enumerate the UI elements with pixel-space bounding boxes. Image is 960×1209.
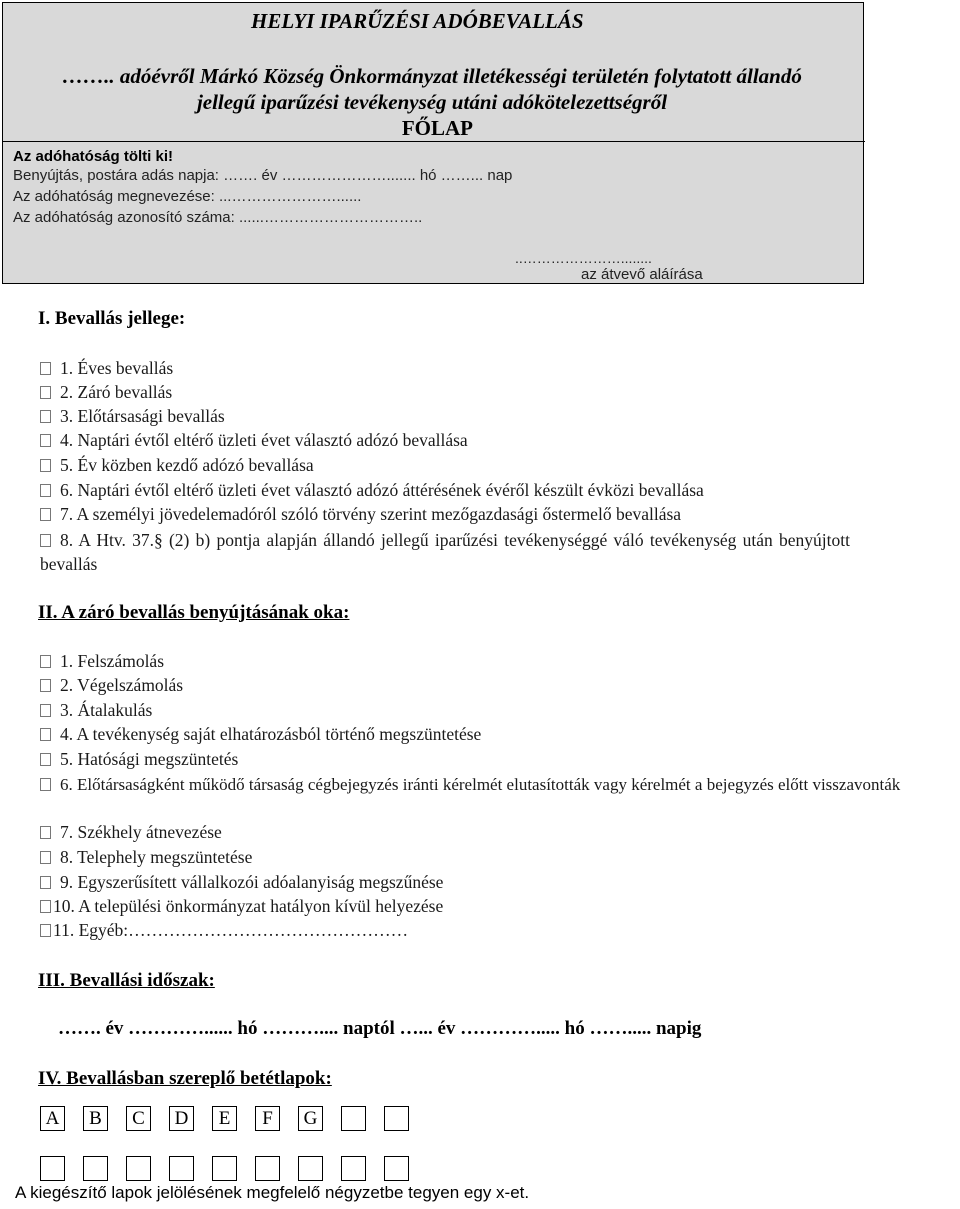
checkbox-icon[interactable] (40, 851, 51, 864)
section-2-option-5[interactable]: 5. Hatósági megszüntetés (40, 749, 238, 770)
checkbox-icon[interactable] (40, 410, 51, 423)
section-1-option-3[interactable]: 3. Előtársasági bevallás (40, 406, 225, 427)
section-2-option-9[interactable]: 9. Egyszerűsített vállalkozói adóalanyiság megszűnése (40, 872, 443, 893)
sheets-footnote: A kiegészítő lapok jelölésének megfelelő négyzetbe tegyen egy x-et. (15, 1183, 530, 1202)
section-2-option-4[interactable]: 4. A tevékenység saját elhatározásból történő megszüntetése (40, 724, 481, 745)
section-1-option-7[interactable]: 7. A személyi jövedelemadóról szóló törvény szerint mezőgazdasági őstermelő bevallása (40, 504, 681, 525)
sheet-boxes-row-2 (40, 1156, 409, 1181)
section-1-option-5[interactable]: 5. Év közben kezdő adózó bevallása (40, 455, 314, 476)
checkbox-icon[interactable] (40, 362, 51, 375)
section-2-option-7[interactable]: 7. Székhely átnevezése (40, 822, 222, 843)
section-2-option-6[interactable]: 6. Előtársaságként működő társaság cégbejegyzés iránti kérelmét elutasították vagy kérelmét a bejegyzés előtt visszavonták (40, 773, 945, 797)
authority-id-field[interactable]: Az adóhatóság azonosító száma: ......………………………….. (13, 209, 423, 226)
sheet-box[interactable] (341, 1156, 366, 1181)
checkbox-icon[interactable] (40, 534, 51, 547)
checkbox-icon[interactable] (40, 679, 51, 692)
checkbox-icon[interactable] (40, 778, 51, 791)
sheet-box[interactable] (255, 1156, 280, 1181)
signature-label: az átvevő aláírása (581, 266, 703, 283)
sheet-box[interactable] (126, 1156, 151, 1181)
sheet-box[interactable]: B (83, 1106, 108, 1131)
sheet-box[interactable]: F (255, 1106, 280, 1131)
subtitle-line-2: jellegű iparűzési tevékenység utáni adókötelezettségről (196, 90, 668, 114)
section-1-option-6[interactable]: 6. Naptári évtől eltérő üzleti évet választó adózó áttérésének évéről készült évközi bevallása (40, 480, 704, 501)
sheet-box[interactable] (384, 1156, 409, 1181)
section-2-option-3[interactable]: 3. Átalakulás (40, 700, 152, 721)
section-1-option-8[interactable]: 8. A Htv. 37.§ (2) b) pontja alapján állandó jellegű iparűzési tevékenységgé váló tevékenység után benyújtott bevallás (40, 530, 850, 574)
checkbox-icon[interactable] (40, 876, 51, 889)
section-4-heading: IV. Bevallásban szereplő betétlapok: (38, 1068, 332, 1089)
section-2-option-11[interactable]: 11. Egyéb:………………………………………… (40, 920, 408, 941)
sheet-box[interactable] (212, 1156, 237, 1181)
checkbox-icon[interactable] (40, 826, 51, 839)
sheet-box[interactable] (83, 1156, 108, 1181)
office-notice: Az adóhatóság tölti ki! (13, 148, 174, 165)
sheet-box[interactable] (384, 1106, 409, 1131)
checkbox-icon[interactable] (40, 728, 51, 741)
checkbox-icon[interactable] (40, 508, 51, 521)
section-1-option-1[interactable]: 1. Éves bevallás (40, 358, 173, 379)
sheet-boxes-row-1 (40, 1106, 409, 1131)
sheet-box[interactable]: D (169, 1106, 194, 1131)
section-2-heading: II. A záró bevallás benyújtásának oka: (38, 602, 350, 623)
sheet-box[interactable]: A (40, 1106, 65, 1131)
section-3-heading: III. Bevallási időszak: (38, 970, 215, 991)
checkbox-icon[interactable] (40, 434, 51, 447)
signature-line[interactable]: ..…………………........ (515, 250, 652, 266)
subtitle-line-1: …….. adóévről Márkó Község Önkormányzat illetékességi területén folytatott állandó (62, 64, 802, 88)
submission-date-field[interactable]: Benyújtás, postára adás napja: ……. év …………………....... hó ……... nap (13, 167, 513, 184)
header-box (2, 2, 864, 284)
checkbox-icon[interactable] (40, 900, 51, 913)
section-2-option-2[interactable]: 2. Végelszámolás (40, 675, 183, 696)
checkbox-icon[interactable] (40, 753, 51, 766)
sheet-box[interactable]: C (126, 1106, 151, 1131)
sheet-box[interactable]: E (212, 1106, 237, 1131)
checkbox-icon[interactable] (40, 484, 51, 497)
document-subtitle (3, 63, 861, 115)
section-1-heading: I. Bevallás jellege: (38, 308, 186, 329)
sheet-box[interactable] (298, 1156, 323, 1181)
section-2-option-8[interactable]: 8. Telephely megszüntetése (40, 847, 252, 868)
authority-name-field[interactable]: Az adóhatóság megnevezése: ...…………………...... (13, 188, 362, 205)
checkbox-icon[interactable] (40, 704, 51, 717)
checkbox-icon[interactable] (40, 924, 51, 937)
section-1-option-4[interactable]: 4. Naptári évtől eltérő üzleti évet választó adózó bevallása (40, 430, 468, 451)
sheet-box[interactable] (169, 1156, 194, 1181)
document-title: HELYI IPARŰZÉSI ADÓBEVALLÁS (251, 9, 584, 33)
section-1-option-2[interactable]: 2. Záró bevallás (40, 382, 172, 403)
section-2-option-10[interactable]: 10. A települési önkormányzat hatályon kívül helyezése (40, 896, 443, 917)
folap-label: FŐLAP (401, 116, 473, 140)
section-2-option-1[interactable]: 1. Felszámolás (40, 651, 164, 672)
checkbox-icon[interactable] (40, 386, 51, 399)
office-use-box (3, 141, 865, 287)
checkbox-icon[interactable] (40, 459, 51, 472)
sheet-box[interactable] (40, 1156, 65, 1181)
sheet-box[interactable] (341, 1106, 366, 1131)
sheet-box[interactable]: G (298, 1106, 323, 1131)
reporting-period-field[interactable]: ……. év …………...... hó ……….... naptól …... év …………..... hó ……..... napig (58, 1018, 702, 1039)
checkbox-icon[interactable] (40, 655, 51, 668)
